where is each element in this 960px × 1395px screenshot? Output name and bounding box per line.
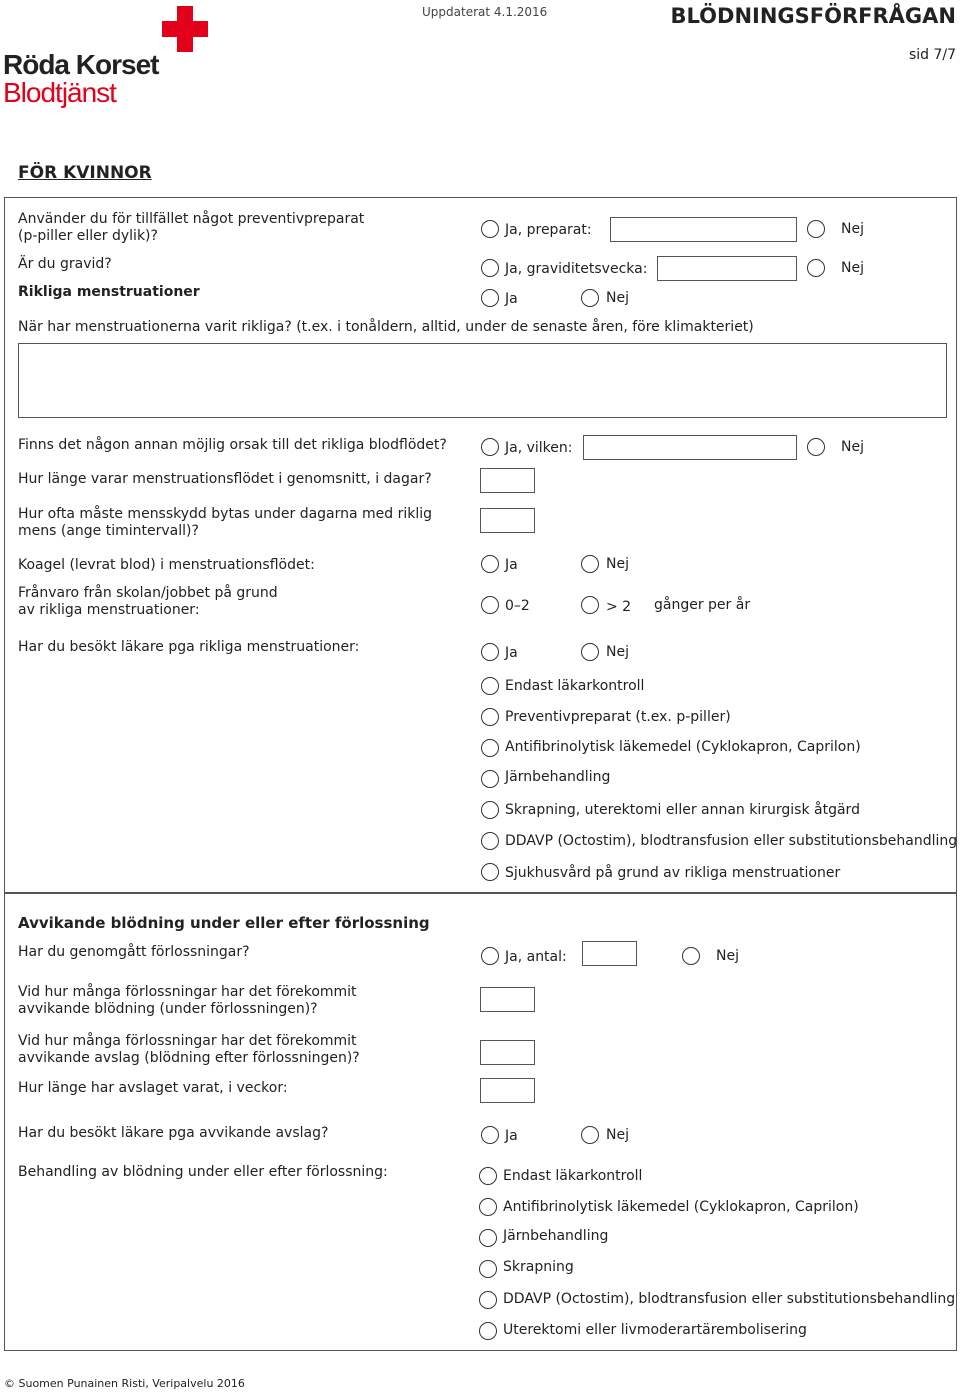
q-gravid: Är du gravid? — [18, 256, 112, 272]
label-franvaro-gt2: > 2 — [606, 599, 632, 615]
birth-section — [4, 893, 957, 1351]
label-rikliga-nej: Nej — [606, 290, 629, 306]
label-ganger-per-ar: gånger per år — [654, 597, 751, 613]
label-preparat-nej: Nej — [841, 221, 864, 237]
timintervall-input[interactable] — [480, 508, 535, 533]
q-nar: När har menstruationerna varit rikliga? (t.ex. i tonåldern, alltid, under de senaste åren, före klimakteriet) — [18, 319, 754, 335]
q-lange: Hur länge varar menstruationsflödet i genomsnitt, i dagar? — [18, 471, 432, 487]
birth-treatment-label: Uterektomi eller livmoderartärembolisering — [503, 1322, 807, 1338]
q-ofta-line2: mens (ange timintervall)? — [18, 523, 199, 539]
page-number: sid 7/7 — [908, 47, 956, 63]
radio-preparat-nej[interactable] — [807, 220, 825, 238]
treatment-label: Endast läkarkontroll — [505, 678, 645, 694]
q-avslag-lange: Hur länge har avslaget varat, i veckor: — [18, 1080, 288, 1096]
label-birth-lakare-ja: Ja — [505, 1128, 518, 1144]
q-birth-lakare: Har du besökt läkare pga avvikande avslag? — [18, 1125, 329, 1141]
label-preparat: Ja, preparat: — [505, 222, 592, 238]
label-koagel-nej: Nej — [606, 556, 629, 572]
label-genomgatt-ja: Ja, antal: — [505, 949, 567, 965]
label-gravid: Ja, graviditetsvecka: — [505, 261, 648, 277]
radio-birth-treatment[interactable] — [479, 1291, 497, 1309]
preparat-input[interactable] — [610, 217, 797, 242]
label-orsak-ja: Ja, vilken: — [505, 440, 573, 456]
label-orsak-nej: Nej — [841, 439, 864, 455]
radio-koagel-nej[interactable] — [581, 555, 599, 573]
radio-franvaro-0-2[interactable] — [481, 596, 499, 614]
radio-rikliga-nej[interactable] — [581, 289, 599, 307]
logo-line-1: Röda Korset — [3, 49, 159, 80]
q-franvaro-line1: Frånvaro från skolan/jobbet på grund — [18, 585, 278, 601]
radio-rikliga-ja[interactable] — [481, 289, 499, 307]
radio-orsak-nej[interactable] — [807, 438, 825, 456]
avslag-input[interactable] — [480, 1040, 535, 1065]
label-genomgatt-nej: Nej — [716, 948, 739, 964]
radio-treatment[interactable] — [481, 770, 499, 788]
women-section — [4, 197, 957, 893]
q-lakare: Har du besökt läkare pga rikliga menstruationer: — [18, 639, 360, 655]
graviditetsvecka-input[interactable] — [657, 256, 797, 281]
radio-birth-lakare-ja[interactable] — [481, 1126, 499, 1144]
form-title: BLÖDNINGSFÖRFRÅGAN — [670, 4, 956, 28]
birth-treatment-label: Antifibrinolytisk läkemedel (Cyklokapron, Caprilon) — [503, 1199, 859, 1215]
q-orsak: Finns det någon annan möjlig orsak till det rikliga blodflödet? — [18, 437, 447, 453]
q-ofta-line1: Hur ofta måste mensskydd bytas under dagarna med riklig — [18, 506, 433, 522]
q-franvaro-line2: av rikliga menstruationer: — [18, 602, 200, 618]
radio-birth-lakare-nej[interactable] — [581, 1126, 599, 1144]
birth-treatment-label: Skrapning — [503, 1259, 574, 1275]
radio-treatment[interactable] — [481, 801, 499, 819]
vilken-input[interactable] — [583, 435, 797, 460]
radio-gravid-nej[interactable] — [807, 259, 825, 277]
radio-treatment[interactable] — [481, 863, 499, 881]
label-lakare-nej: Nej — [606, 644, 629, 660]
nar-textarea[interactable] — [18, 343, 947, 418]
radio-treatment[interactable] — [481, 677, 499, 695]
radio-birth-treatment[interactable] — [479, 1260, 497, 1278]
birth-treatment-label: Endast läkarkontroll — [503, 1168, 643, 1184]
radio-lakare-ja[interactable] — [481, 643, 499, 661]
treatment-label: Antifibrinolytisk läkemedel (Cyklokapron, Caprilon) — [505, 739, 861, 755]
q-behandling: Behandling av blödning under eller efter förlossning: — [18, 1164, 388, 1180]
label-birth-lakare-nej: Nej — [606, 1127, 629, 1143]
radio-genomgatt-nej[interactable] — [682, 947, 700, 965]
section-heading: FÖR KVINNOR — [18, 163, 152, 183]
radio-orsak-ja[interactable] — [481, 438, 499, 456]
radio-franvaro-gt2[interactable] — [581, 596, 599, 614]
radio-koagel-ja[interactable] — [481, 555, 499, 573]
treatment-label: Preventivpreparat (t.ex. p-piller) — [505, 709, 731, 725]
radio-treatment[interactable] — [481, 708, 499, 726]
q-blodning-line1: Vid hur många förlossningar har det förekommit — [18, 984, 357, 1000]
treatment-label: DDAVP (Octostim), blodtransfusion eller substitutionsbehandling — [505, 833, 958, 849]
q-rikliga: Rikliga menstruationer — [18, 284, 200, 300]
label-gravid-nej: Nej — [841, 260, 864, 276]
treatment-label: Sjukhusvård på grund av rikliga menstruationer — [505, 865, 841, 881]
veckor-input[interactable] — [480, 1078, 535, 1103]
label-lakare-ja: Ja — [505, 645, 518, 661]
radio-birth-treatment[interactable] — [479, 1167, 497, 1185]
q-avslag-line1: Vid hur många förlossningar har det förekommit — [18, 1033, 357, 1049]
radio-lakare-nej[interactable] — [581, 643, 599, 661]
label-koagel-ja: Ja — [505, 557, 518, 573]
dagar-input[interactable] — [480, 468, 535, 493]
birth-treatment-label: Järnbehandling — [503, 1228, 609, 1244]
treatment-label: Skrapning, uterektomi eller annan kirurgisk åtgärd — [505, 802, 860, 818]
q-avslag-line2: avvikande avslag (blödning efter förlossningen)? — [18, 1050, 360, 1066]
radio-birth-treatment[interactable] — [479, 1198, 497, 1216]
radio-genomgatt-ja[interactable] — [481, 947, 499, 965]
antal-input[interactable] — [582, 941, 637, 966]
q-preventiv-line2: (p-piller eller dylik)? — [18, 228, 158, 244]
birth-heading: Avvikande blödning under eller efter förlossning — [18, 914, 430, 932]
treatment-label: Järnbehandling — [505, 769, 611, 785]
radio-birth-treatment[interactable] — [479, 1229, 497, 1247]
footer-copyright: © Suomen Punainen Risti, Veripalvelu 2016 — [4, 1377, 245, 1390]
label-rikliga-ja: Ja — [505, 291, 518, 307]
radio-treatment[interactable] — [481, 739, 499, 757]
radio-birth-treatment[interactable] — [479, 1322, 497, 1340]
birth-treatment-label: DDAVP (Octostim), blodtransfusion eller substitutionsbehandling — [503, 1291, 956, 1307]
radio-gravid[interactable] — [481, 259, 499, 277]
label-franvaro-0-2: 0–2 — [505, 598, 530, 614]
radio-preparat[interactable] — [481, 220, 499, 238]
red-cross-logo — [162, 6, 208, 52]
updated-date: Uppdaterat 4.1.2016 — [422, 5, 548, 19]
blodning-input[interactable] — [480, 987, 535, 1012]
radio-treatment[interactable] — [481, 832, 499, 850]
logo-line-2: Blodtjänst — [3, 77, 116, 108]
q-genomgatt: Har du genomgått förlossningar? — [18, 944, 250, 960]
q-preventiv-line1: Använder du för tillfället något preventivpreparat — [18, 211, 365, 227]
q-blodning-line2: avvikande blödning (under förlossningen)? — [18, 1001, 318, 1017]
q-koagel: Koagel (levrat blod) i menstruationsflödet: — [18, 557, 315, 573]
